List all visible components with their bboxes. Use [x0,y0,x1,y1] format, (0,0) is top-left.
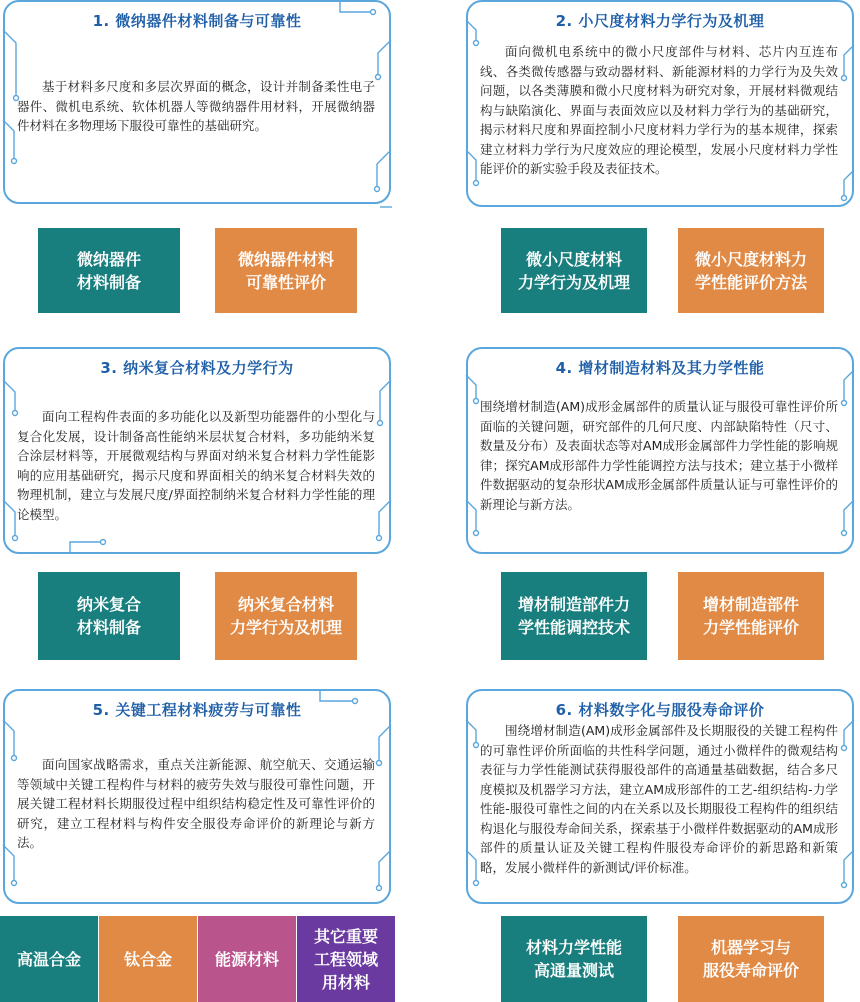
section-6-title: 6. 材料数字化与服役寿命评价 [555,701,765,719]
section-1-tile-2: 微纳器件材料 可靠性评价 [215,228,357,313]
section-5-title: 5. 关键工程材料疲劳与可靠性 [92,701,302,719]
section-3-body: 面向工程构件表面的多功能化以及新型功能器件的小型化与复合化发展，设计制备高性能纳米层状复合材料，多功能纳米复合涂层材料等，开展微观结构与界面对纳米复合材料力学性能影响的应用基础研究，揭示尺度和界面相关的纳米复合材料失效的物理机制，建立与发展尺度/界面控制纳米复合材料力学性能的理论模型。 [17,409,375,522]
section-4-title: 4. 增材制造材料及其力学性能 [555,359,765,377]
section-2-tile-1: 微小尺度材料 力学行为及机理 [501,228,647,313]
section-5-tile-3: 能源材料 [198,916,296,1002]
section-4-card [466,347,854,554]
section-3-tile-2: 纳米复合材料 力学行为及机理 [215,572,357,660]
section-2-card [466,0,854,207]
section-5-tile-4: 其它重要 工程领域 用材料 [297,916,395,1002]
section-1-body: 基于材料多尺度和多层次界面的概念，设计并制备柔性电子器件、微机电系统、软体机器人等微纳器件用材料，开展微纳器件材料在多物理场下服役可靠性的基础研究。 [17,79,375,133]
section-1-title: 1. 微纳器件材料制备与可靠性 [92,12,302,30]
section-3-card [3,347,391,554]
section-5-body: 面向国家战略需求，重点关注新能源、航空航天、交通运输等领域中关键工程构件与材料的疲劳失效与服役可靠性问题，开展关键工程材料长期服役过程中组织结构稳定性及可靠性评价的研究，建立工程材料与构件安全服役寿命评价的新理论与新方法。 [17,757,375,850]
section-6-tile-2: 机器学习与 服役寿命评价 [678,916,824,1002]
section-6-body: 围绕增材制造(AM)成形金属部件及长期服役的关键工程构件的可靠性评价所面临的共性科学问题，通过小微样件的微观结构表征与力学性能测试获得服役部件的高通量基础数据，结合多尺度模拟及机器学习方法，建立AM成形部件的工艺-组织结构-力学性能-服役可靠性之间的内在关系以及长期服役工程构件的组织结构退化与服役寿命间关系，探索基于小微样件数据驱动的AM成形部件的质量认证及关键工程构件服役寿命评价的新思路和新策略，发展小微样件的新测试/评价标准。 [480,723,838,875]
section-2-title: 2. 小尺度材料力学行为及机理 [555,12,765,30]
section-5-tile-2: 钛合金 [99,916,197,1002]
section-5-tile-1: 高温合金 [0,916,98,1002]
section-2-tile-2: 微小尺度材料力 学性能评价方法 [678,228,824,313]
section-6-tile-1: 材料力学性能 高通量测试 [501,916,647,1002]
section-3-tile-1: 纳米复合 材料制备 [38,572,180,660]
section-2-body: 面向微机电系统中的微小尺度部件与材料、芯片内互连布线、各类微传感器与致动器材料、新能源材料的力学行为及失效问题，以各类薄膜和微小尺度材料为研究对象，开展材料微观结构与缺陷演化、界面与表面效应以及材料力学行为的基础研究，揭示材料尺度和界面控制小尺度材料力学行为的基本规律，探索建立材料力学行为尺度效应的理论模型，发展小尺度材料力学性能评价的新实验手段及表征技术。 [480,44,838,176]
section-3-title: 3. 纳米复合材料及力学行为 [100,359,294,377]
section-4-body: 围绕增材制造(AM)成形金属部件的质量认证与服役可靠性评价所面临的关键问题，研究部件的几何尺度、内部缺陷特性（尺寸、数量及分布）及表面状态等对AM成形金属部件力学性能的影响规律；探究AM成形部件力学性能调控方法与技术；建立基于小微样件数据驱动的复杂形状AM成形金属部件质量认证与可靠性评价的新理论与新方法。 [480,399,838,512]
section-4-tile-2: 增材制造部件 力学性能评价 [678,572,824,660]
section-1-card [3,0,391,204]
section-4-tile-1: 增材制造部件力 学性能调控技术 [501,572,647,660]
section-1-tile-1: 微纳器件 材料制备 [38,228,180,313]
section-6-card [466,689,854,904]
section-5-card [3,689,391,904]
